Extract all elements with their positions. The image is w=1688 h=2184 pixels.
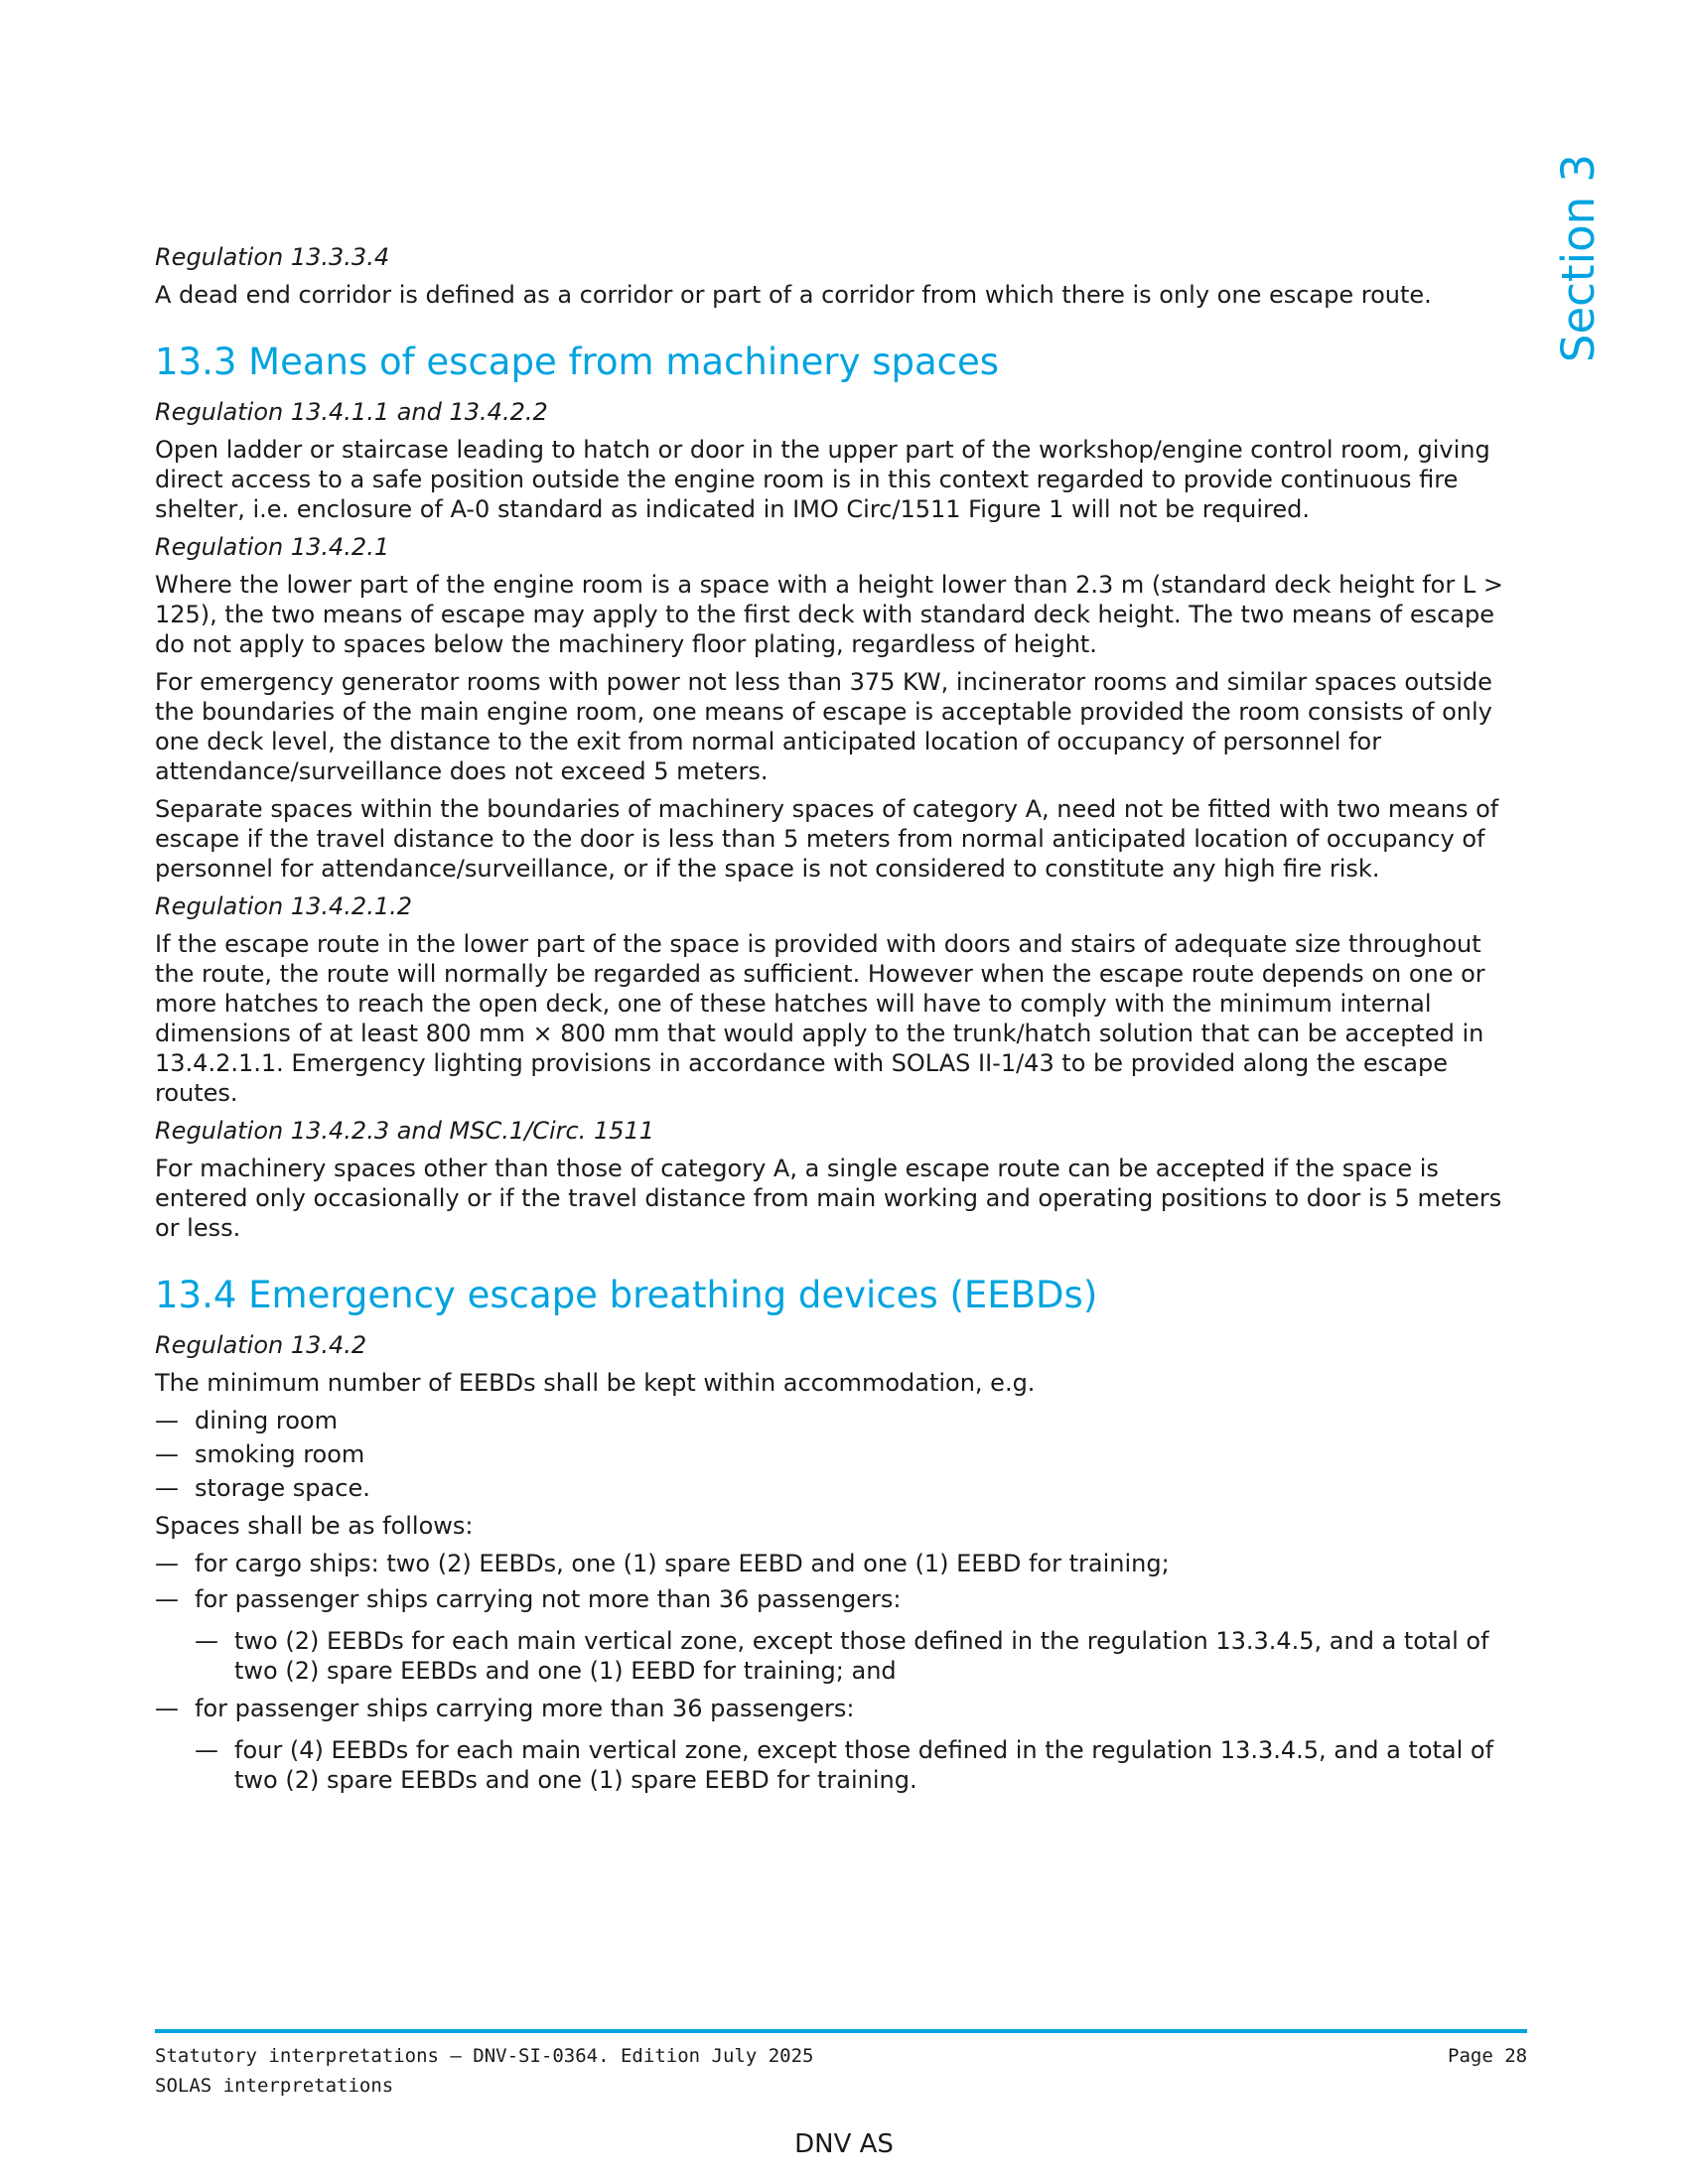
list-item: — smoking room: [155, 1439, 1527, 1469]
list-item-cargo: [155, 1549, 1527, 1578]
paragraph: For emergency generator rooms with power not less than 375 KW, incinerator rooms and similar spaces outside the boundaries of the main engine room, one means of escape is acceptable provided the room consists of only one deck level, the distance to the exit from normal anticipated location of occupancy of personnel for attendance/surveillance does not exceed 5 meters.: [155, 668, 1492, 785]
footer-doc-title: Statutory interpretations — DNV-SI-0364. Edition July 2025: [155, 2045, 814, 2067]
footer-divider: [155, 2029, 1527, 2033]
paragraph: Open ladder or staircase leading to hatch or door in the upper part of the workshop/engine control room, giving direct access to a safe position outside the engine room is in this context regarded to provide continuous fire shelter, i.e. enclosure of A-0 standard as indicated in IMO Circ/1511 Figure 1 will not be required.: [155, 436, 1490, 523]
paragraph: Separate spaces within the boundaries of machinery spaces of category A, need not be fitted with two means of escape if the travel distance to the door is less than 5 meters from normal anticipated location of occupancy of personnel for attendance/surveillance, or if the space is not considered to constitute any high fire risk.: [155, 795, 1499, 883]
regulation-ref: Regulation 13.4.2: [155, 1331, 367, 1359]
footer-doc-info: [155, 2041, 813, 2101]
paragraph: A dead end corridor is defined as a corridor or part of a corridor from which there is only one escape route.: [155, 281, 1432, 309]
sub-list: [195, 1626, 1527, 1686]
list-item-passenger-gt36: [155, 1694, 1527, 1795]
list-item: — storage space.: [155, 1473, 1527, 1503]
sub-list-item: — four (4) EEBDs for each main vertical zone, except those defined in the regulation 13.3.4.5, and a total of two (2) spare EEBDs and one (1) spare EEBD for training.: [195, 1735, 1527, 1795]
page-number: Page 28: [1448, 2045, 1528, 2067]
paragraph: For machinery spaces other than those of category A, a single escape route can be accepted if the space is entered only occasionally or if the travel distance from main working and operating positions to door is 5 meters or less.: [155, 1155, 1502, 1242]
list-item-passenger-le36: [155, 1584, 1527, 1686]
section-heading-13-4: 13.4 Emergency escape breathing devices (EEBDs): [155, 1274, 1098, 1316]
sub-list: [195, 1735, 1527, 1795]
eebd-requirements-list: [155, 1549, 1527, 1795]
list-item: — dining room: [155, 1406, 1527, 1435]
footer-doc-subtitle: SOLAS interpretations: [155, 2075, 394, 2097]
list-item-text: for passenger ships carrying not more than 36 passengers:: [195, 1585, 902, 1613]
regulation-ref: Regulation 13.4.2.1.2: [155, 892, 412, 920]
list-item-text: for cargo ships: two (2) EEBDs, one (1) spare EEBD and one (1) EEBD for training;: [195, 1550, 1170, 1577]
paragraph: If the escape route in the lower part of the space is provided with doors and stairs of adequate size throughout the route, the route will normally be regarded as sufficient. However when the escape route depends on one or more hatches to reach the open deck, one of these hatches will have to comply with the minimum internal dimensions of at least 800 mm × 800 mm that would apply to the trunk/hatch solution that can be accepted in 13.4.2.1.1. Emergency lighting provisions in accordance with SOLAS II-1/43 to be provided along the escape routes.: [155, 930, 1485, 1107]
regulation-ref: Regulation 13.4.1.1 and 13.4.2.2: [155, 398, 548, 426]
section-heading-13-3: 13.3 Means of escape from machinery spaces: [155, 341, 1000, 383]
paragraph: Spaces shall be as follows:: [155, 1512, 474, 1540]
company-name: DNV AS: [794, 2129, 894, 2159]
paragraph: Where the lower part of the engine room is a space with a height lower than 2.3 m (standard deck height for L > 125), the two means of escape may apply to the first deck with standard deck height. The two means of escape do not apply to spaces below the machinery floor plating, regardless of height.: [155, 571, 1503, 658]
regulation-ref: Regulation 13.3.3.4: [155, 243, 390, 271]
list-item-text: for passenger ships carrying more than 36 passengers:: [195, 1695, 855, 1722]
section-tab: Section 3: [1552, 153, 1605, 363]
regulation-ref: Regulation 13.4.2.3 and MSC.1/Circ. 1511: [155, 1117, 655, 1145]
regulation-ref: Regulation 13.4.2.1: [155, 533, 390, 561]
page-content: [155, 242, 1527, 1803]
paragraph: The minimum number of EEBDs shall be kept within accommodation, e.g.: [155, 1369, 1036, 1397]
sub-list-item: — two (2) EEBDs for each main vertical zone, except those defined in the regulation 13.3.4.5, and a total of two (2) spare EEBDs and one (1) EEBD for training; and: [195, 1626, 1527, 1686]
room-list: [155, 1406, 1527, 1503]
